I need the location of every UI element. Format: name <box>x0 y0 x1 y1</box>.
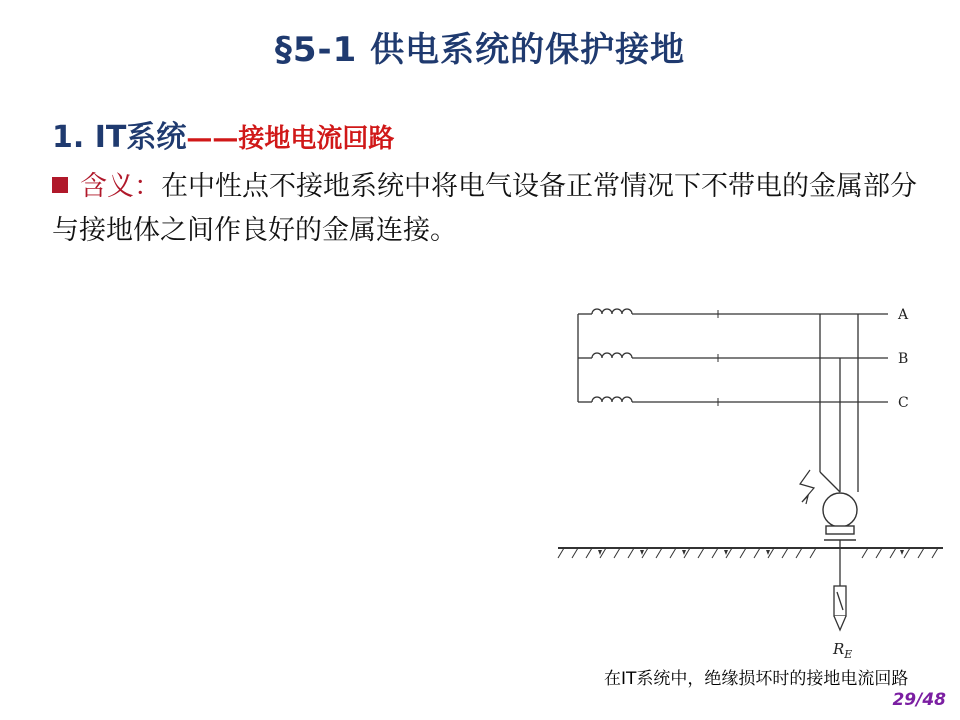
heading-dash: —— <box>186 124 239 154</box>
transformer-windings <box>578 309 632 402</box>
definition-paragraph <box>52 165 932 253</box>
winding-b-coil <box>592 353 632 358</box>
section-heading <box>52 112 394 156</box>
fault-symbol <box>800 470 814 504</box>
motor-base <box>826 526 854 534</box>
equipment-feeders <box>820 314 858 492</box>
ground-electrode <box>834 586 846 630</box>
heading-subtitle: 接地电流回路 <box>238 124 395 154</box>
heading-number: 1. IT系统 <box>52 120 187 155</box>
definition-label: 含义： <box>80 171 161 202</box>
phase-label-c: C <box>898 395 909 411</box>
motor-housing <box>823 493 857 527</box>
phase-label-b: B <box>898 351 909 367</box>
resistor-label: $R_E$ <box>833 640 853 661</box>
it-system-diagram <box>548 292 948 672</box>
motor-equipment <box>823 493 857 540</box>
page-number: 29/48 <box>892 690 946 710</box>
electrode-tip <box>834 616 846 630</box>
ground-hatch <box>558 548 938 558</box>
square-bullet-icon <box>52 177 68 193</box>
phase-label-a: A <box>898 307 909 323</box>
phase-lines <box>632 314 888 402</box>
slide-title: §5-1 供电系统的保护接地 <box>274 30 686 70</box>
diagram-caption: 在IT系统中，绝缘损坏时的接地电流回路 <box>604 669 909 689</box>
winding-a-coil <box>592 309 632 314</box>
winding-c-coil <box>592 397 632 402</box>
definition-text: 在中性点不接地系统中将电气设备正常情况下不带电的金属部分与接地体之间作良好的金属连接。 <box>52 171 917 246</box>
